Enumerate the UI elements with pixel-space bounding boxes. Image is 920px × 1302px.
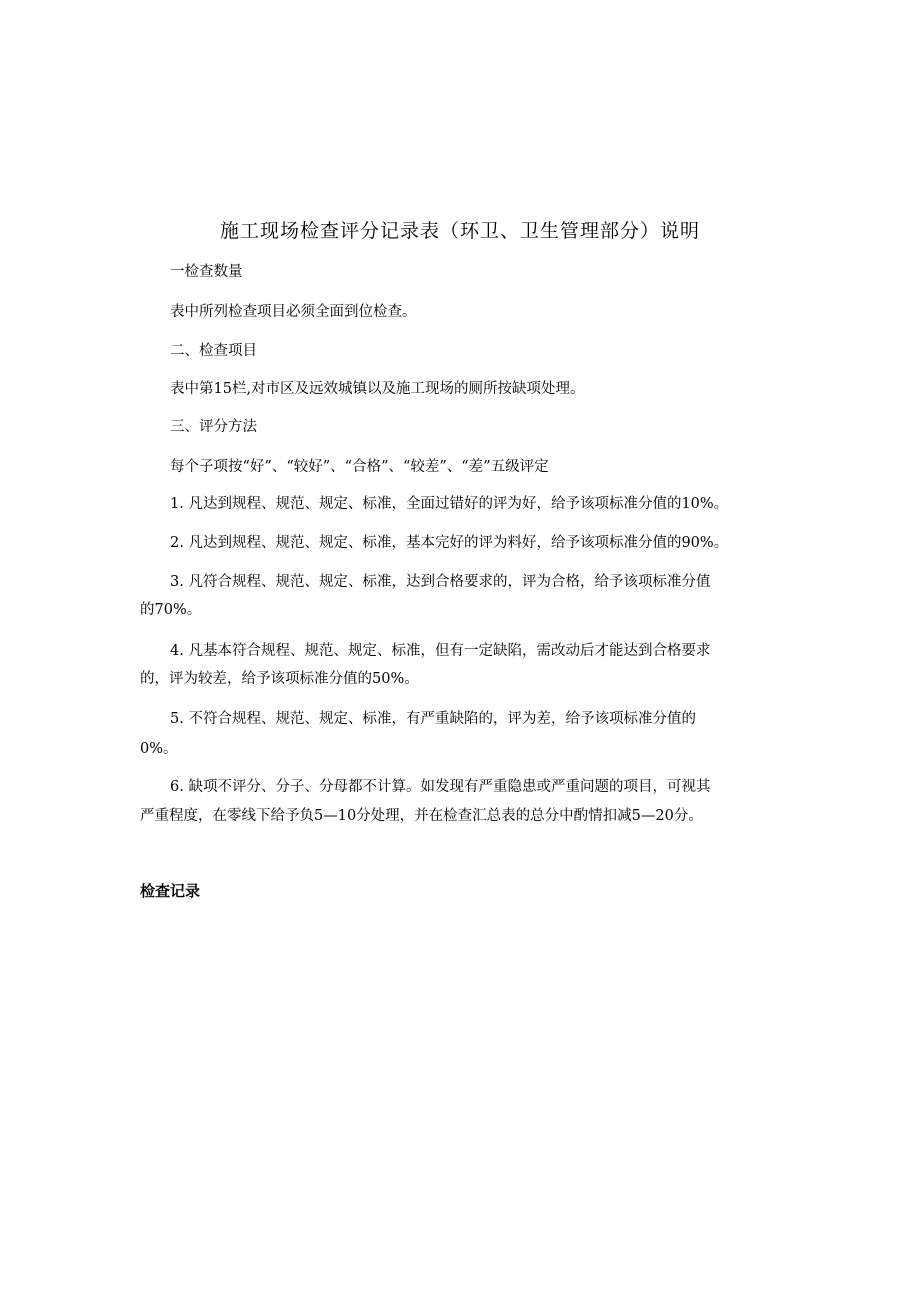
rule-item-6-line-1: 6. 缺项不评分、分子、分母都不计算。如发现有严重隐患或严重问题的项目，可视其 [170,779,711,795]
section-heading-method: 三、评分方法 [170,419,257,435]
rule-item-2: 2. 凡达到规程、规范、规定、标准，基本完好的评为料好，给予该项标准分值的90%。 [170,535,729,551]
rule-item-3-line-1: 3. 凡符合规程、规范、规定、标准，达到合格要求的，评为合格，给予该项标准分值 [170,574,711,590]
section-text-quantity: 表中所列检查项目必须全面到位检查。 [170,304,417,320]
rule-item-5-line-2: 0%。 [140,741,178,757]
record-heading: 检查记录 [140,882,201,900]
section-heading-quantity: 一检查数量 [170,264,243,280]
section-heading-items: 二、检查项目 [170,343,257,359]
rule-item-4-line-2: 的，评为较差，给予该项标准分值的50%。 [140,671,419,687]
rule-item-4-line-1: 4. 凡基本符合规程、规范、规定、标准，但有一定缺陷，需改动后才能达到合格要求 [170,643,711,659]
document-title: 施工现场检查评分记录表（环卫、卫生管理部分）说明 [219,220,700,242]
rule-item-6-line-2: 严重程度，在零线下给予负5—10分处理，并在检查汇总表的总分中酌情扣减5—20分。 [140,808,703,824]
rule-item-1: 1. 凡达到规程、规范、规定、标准，全面过错好的评为好，给予该项标准分值的10%。 [170,496,729,512]
rule-item-3-line-2: 的70%。 [140,602,202,618]
rule-item-5-line-1: 5. 不符合规程、规范、规定、标准，有严重缺陷的，评为差，给予该项标准分值的 [170,711,696,727]
section-text-method-intro: 每个子项按“好”、“较好”、“合格”、“较差”、“差”五级评定 [170,459,549,475]
section-text-items: 表中第15栏,对市区及远效城镇以及施工现场的厕所按缺项处理。 [170,381,585,397]
